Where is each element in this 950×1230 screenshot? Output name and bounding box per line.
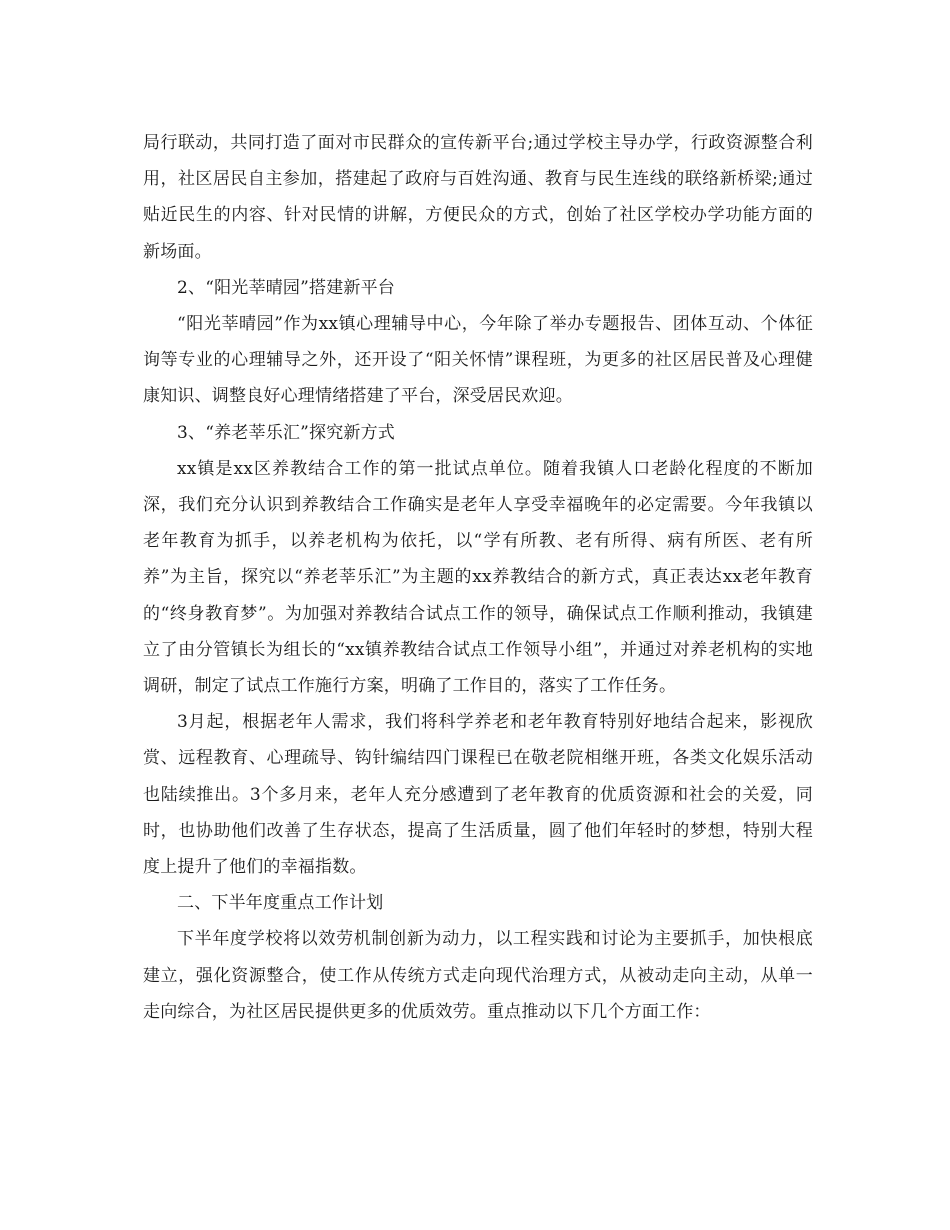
paragraph-3: xx镇是xx区养教结合工作的第一批试点单位。随着我镇人口老龄化程度的不断加深，我们充分认识到养教结合工作确实是老年人享受幸福晚年的必定需要。今年我镇以老年教育为抓手，以养老机构为依托，以“学有所教、老有所得、病有所医、老有所养”为主旨，探究以“养老莘乐汇”为主题的xx养教结合的新方式，真正表达xx老年教育的“终身教育梦”。为加强对养教结合试点工作的领导，确保试点工作顺利推动，我镇建立了由分管镇长为组长的“xx镇养教结合试点工作领导小组”，并通过对养老机构的实地调研，制定了试点工作施行方案，明确了工作目的，落实了工作任务。: [143, 458, 813, 697]
paragraph-5: 下半年度学校将以效劳机制创新为动力，以工程实践和讨论为主要抓手，加快根底建立，强化资源整合，使工作从传统方式走向现代治理方式，从被动走向主动，从单一走向综合，为社区居民提供更多的优质效劳。重点推动以下几个方面工作：: [143, 929, 813, 1022]
paragraph-2: “阳光莘晴园”作为xx镇心理辅导中心，今年除了举办专题报告、团体互动、个体征询等专业的心理辅导之外，还开设了“阳关怀情”课程班，为更多的社区居民普及心理健康知识、调整良好心理情绪搭建了平台，深受居民欢迎。: [143, 314, 813, 407]
paragraph-1: 局行联动，共同打造了面对市民群众的宣传新平台;通过学校主导办学，行政资源整合利用，社区居民自主参加，搭建起了政府与百姓沟通、教育与民生连线的联络新桥梁;通过贴近民生的内容、针对民情的讲解，方便民众的方式，创始了社区学校办学功能方面的新场面。: [143, 133, 813, 262]
section-heading-2: 2、“阳光莘晴园”搭建新平台: [177, 277, 395, 298]
section-heading-4: 二、下半年度重点工作计划: [177, 893, 384, 914]
paragraph-4: 3月起，根据老年人需求，我们将科学养老和老年教育特别好地结合起来，影视欣赏、远程教育、心理疏导、钩针编结四门课程已在敬老院相继开班，各类文化娱乐活动也陆续推出。3个多月来，老年人充分感遭到了老年教育的优质资源和社会的关爱，同时，也协助他们改善了生存状态，提高了生活质量，圆了他们年轻时的梦想，特别大程度上提升了他们的幸福指数。: [143, 712, 813, 878]
section-heading-3: 3、“养老莘乐汇”探究新方式: [177, 422, 395, 443]
document-body: [143, 125, 813, 1030]
